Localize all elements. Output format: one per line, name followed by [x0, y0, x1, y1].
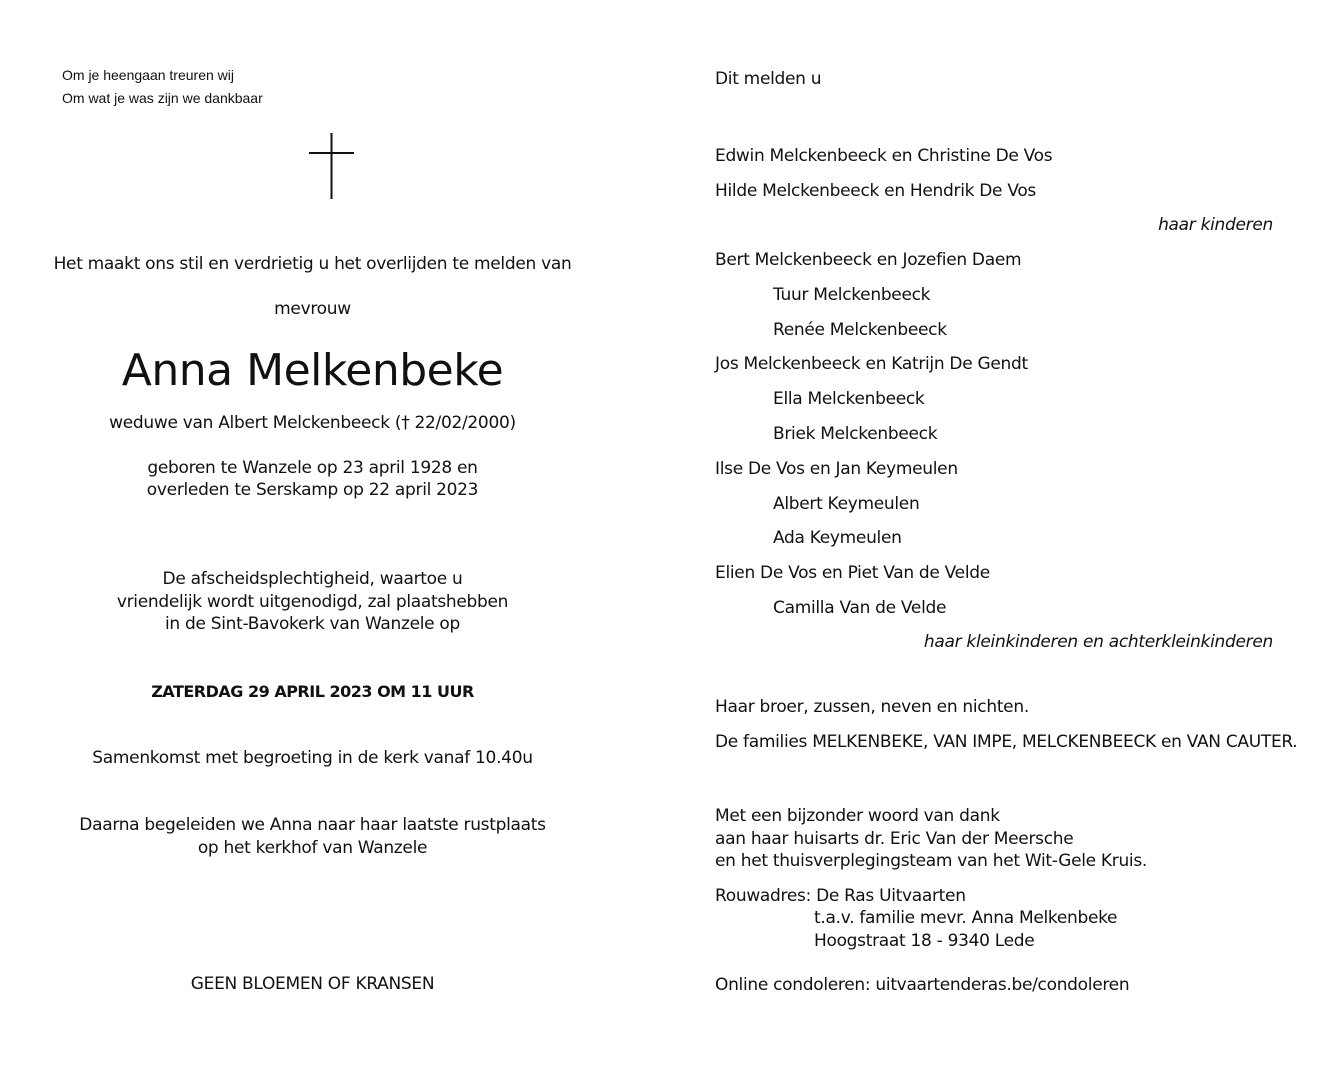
title: mevrouw: [274, 299, 351, 319]
families: De families MELKENBEKE, VAN IMPE, MELCKENBEECK en VAN CAUTER.: [715, 732, 1298, 752]
grandchild: Ella Melckenbeeck: [773, 389, 925, 409]
grandchild: Ada Keymeulen: [773, 528, 902, 548]
grandchild-family-2: Jos Melckenbeeck en Katrijn De Gendt: [715, 354, 1028, 374]
thanks-line-2: aan haar huisarts dr. Eric Van der Meersche: [715, 829, 1074, 849]
grandchild: Tuur Melckenbeeck: [773, 285, 931, 305]
poem-line-2: Om wat je was zijn we dankbaar: [62, 90, 263, 106]
grandchild-family-4: Elien De Vos en Piet Van de Velde: [715, 563, 990, 583]
death-info: overleden te Serskamp op 22 april 2023: [146, 480, 479, 500]
online-condolence: Online condoleren: uitvaartenderas.be/condoleren: [715, 975, 1130, 995]
child-1: Edwin Melckenbeeck en Christine De Vos: [715, 146, 1053, 166]
thanks-line-3: en het thuisverplegingsteam van het Wit-Gele Kruis.: [715, 851, 1148, 871]
siblings: Haar broer, zussen, neven en nichten.: [715, 697, 1029, 717]
birth-info: geboren te Wanzele op 23 april 1928 en: [147, 458, 478, 478]
burial-line-2: op het kerkhof van Wanzele: [197, 838, 428, 858]
poem-line-1: Om je heengaan treuren wij: [62, 67, 234, 83]
children-label: haar kinderen: [1158, 215, 1273, 235]
ceremony-line-1: De afscheidsplechtigheid, waartoe u: [162, 569, 463, 589]
address-line-2: Hoogstraat 18 - 9340 Lede: [814, 931, 1035, 951]
grandchild: Renée Melckenbeeck: [773, 320, 947, 340]
grandchild: Briek Melckenbeeck: [773, 424, 938, 444]
deceased-name: Anna Melkenbeke: [121, 345, 504, 396]
widow-of: weduwe van Albert Melckenbeeck († 22/02/2000): [109, 413, 516, 433]
ceremony-line-2: vriendelijk wordt uitgenodigd, zal plaatshebben: [116, 592, 509, 612]
burial-line-1: Daarna begeleiden we Anna naar haar laatste rustplaats: [79, 815, 546, 835]
intro: Dit melden u: [715, 69, 822, 89]
grandchild: Albert Keymeulen: [773, 494, 920, 514]
no-flowers: GEEN BLOEMEN OF KRANSEN: [190, 974, 435, 994]
announcement: Het maakt ons stil en verdrietig u het overlijden te melden van: [53, 254, 572, 274]
grandchildren-label: haar kleinkinderen en achterkleinkinderen: [923, 632, 1273, 652]
address-label: Rouwadres: De Ras Uitvaarten: [715, 886, 966, 906]
address-line-1: t.a.v. familie mevr. Anna Melkenbeke: [814, 908, 1118, 928]
date-time: ZATERDAG 29 APRIL 2023 OM 11 UUR: [151, 682, 474, 701]
grandchild: Camilla Van de Velde: [773, 598, 947, 618]
ceremony-line-3: in de Sint-Bavokerk van Wanzele op: [164, 614, 461, 634]
gathering: Samenkomst met begroeting in de kerk vanaf 10.40u: [92, 748, 533, 768]
grandchild-family-3: Ilse De Vos en Jan Keymeulen: [715, 459, 958, 479]
grandchild-family-1: Bert Melckenbeeck en Jozefien Daem: [715, 250, 1022, 270]
thanks-line-1: Met een bijzonder woord van dank: [715, 806, 1000, 826]
child-2: Hilde Melckenbeeck en Hendrik De Vos: [715, 181, 1036, 201]
latin-cross-icon: [309, 133, 354, 199]
